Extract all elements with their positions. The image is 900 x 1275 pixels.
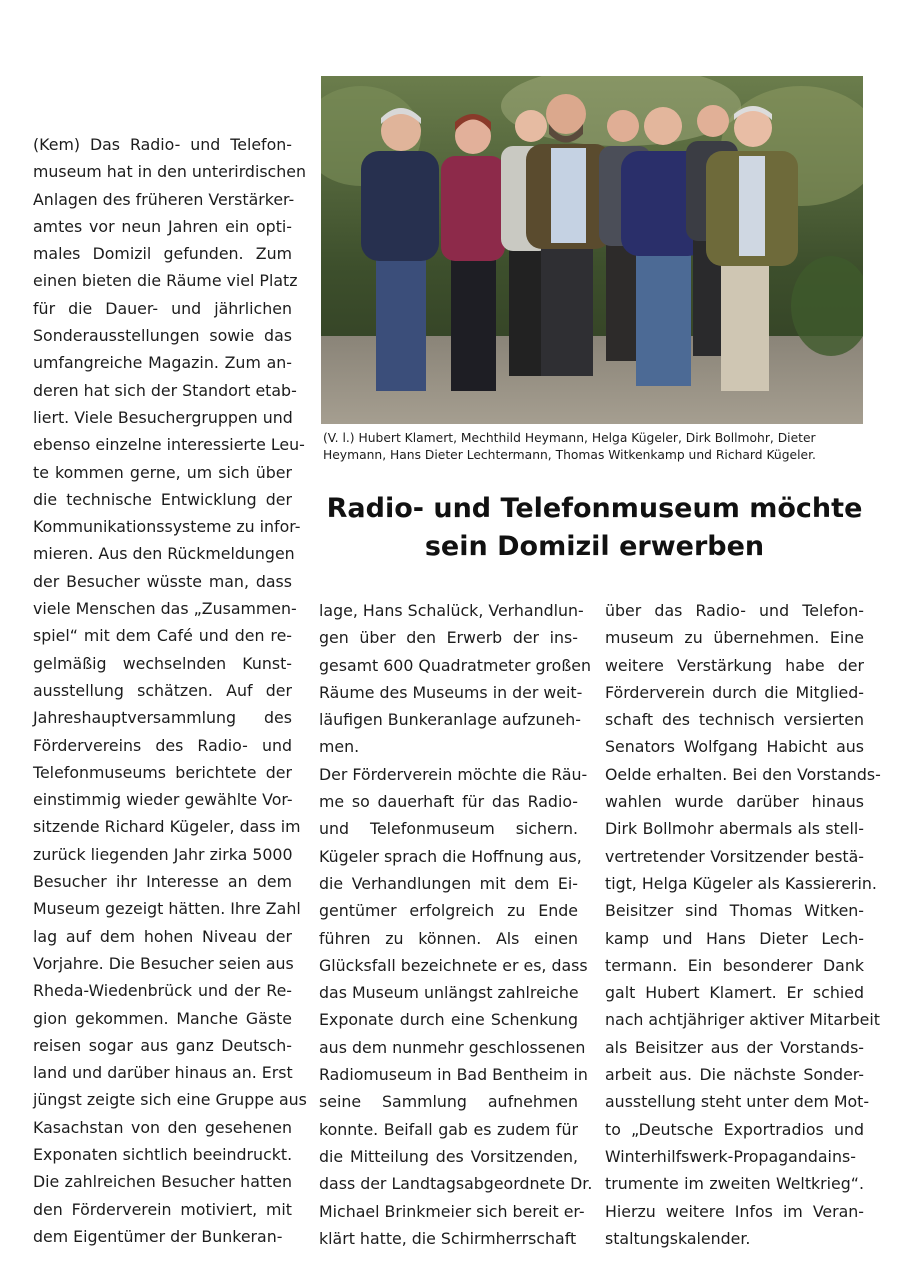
text-line: der Besucher wüsste man, dass [33, 571, 292, 591]
text-line: weitere Verstärkung habe der [605, 655, 864, 675]
text-line: sitzende Richard Kügeler, dass im [33, 817, 301, 837]
text-line: Museum gezeigt hätten. Ihre Zahl [33, 899, 301, 919]
text-line: Radiomuseum in Bad Bentheim in [319, 1065, 588, 1085]
text-line: ausstellung steht unter dem Mot- [605, 1092, 870, 1112]
group-photo-illustration [321, 76, 863, 424]
text-line: dass der Landtagsabgeordnete Dr. [319, 1174, 593, 1194]
text-line: te kommen gerne, um sich über [33, 462, 292, 482]
text-line: (Kem) Das Radio- und Telefon- [33, 135, 292, 154]
text-line: das Museum unlängst zahlreiche [319, 983, 579, 1003]
text-line: aus dem nunmehr geschlossenen [319, 1037, 586, 1057]
text-line: to „Deutsche Exportradios und [605, 1119, 864, 1139]
text-line: Exponaten sichtlich beeindruckt. [33, 1144, 293, 1164]
text-line: Beisitzer sind Thomas Witken- [605, 901, 864, 921]
text-line: Hierzu weitere Infos im Veran- [605, 1201, 864, 1221]
text-line: konnte. Beifall gab es zudem für [319, 1119, 578, 1139]
text-line: ausstellung schätzen. Auf der [33, 680, 292, 700]
text-line: me so dauerhaft für das Radio- [319, 792, 578, 812]
text-line: führen zu können. Als einen [319, 928, 578, 948]
text-line: Dirk Bollmohr abermals als stell- [605, 819, 864, 839]
caption-line: (V. l.) Hubert Klamert, Mechthild Heymann, Helga Kügeler, Dirk Bollmohr, Dieter [323, 431, 816, 445]
text-line: Fördervereins des Radio- und [33, 735, 292, 755]
article-column-2 [319, 597, 593, 1252]
article-column-3 [605, 597, 881, 1252]
text-line: läufigen Bunkeranlage aufzuneh- [319, 710, 581, 730]
photo-caption [323, 430, 883, 464]
text-line: Sonderausstellungen sowie das [33, 326, 292, 346]
text-line: gentümer erfolgreich zu Ende [319, 901, 578, 921]
text-line: Michael Brinkmeier sich bereit er- [319, 1201, 585, 1221]
text-line: Exponate durch eine Schenkung [319, 1010, 578, 1030]
text-line: viele Menschen das „Zusammen- [33, 599, 297, 619]
text-line: arbeit aus. Die nächste Sonder- [605, 1065, 864, 1085]
text-line: nach achtjähriger aktiver Mitarbeit [605, 1010, 880, 1030]
text-line: umfangreiche Magazin. Zum an- [33, 353, 292, 373]
text-line: Jahreshauptversammlung des [33, 708, 292, 728]
text-line: mieren. Aus den Rückmeldungen [33, 544, 295, 564]
article-column-1 [33, 131, 307, 1250]
text-line: gen über den Erwerb der ins- [319, 628, 578, 648]
text-line: über das Radio- und Telefon- [605, 601, 864, 620]
text-line: Glücksfall bezeichnete er es, dass [319, 955, 588, 975]
text-line: Winterhilfswerk-Propagandains- [605, 1146, 856, 1166]
text-line: Kasachstan von den gesehenen [33, 1117, 292, 1137]
text-line: dem Eigentümer der Bunkeran- [33, 1226, 283, 1246]
text-line: males Domizil gefunden. Zum [33, 244, 292, 264]
text-line: gesamt 600 Quadratmeter großen [319, 655, 592, 675]
text-line: museum zu übernehmen. Eine [605, 628, 864, 648]
text-line: land und darüber hinaus an. Erst [33, 1063, 293, 1083]
text-line: einen bieten die Räume viel Platz [33, 271, 298, 291]
text-line: gelmäßig wechselnden Kunst- [33, 653, 292, 673]
text-line: zurück liegenden Jahr zirka 5000 [33, 844, 293, 864]
text-line: für die Dauer- und jährlichen [33, 298, 292, 318]
text-line: schaft des technisch versierten [605, 710, 864, 730]
text-line: wahlen wurde darüber hinaus [605, 792, 864, 812]
text-line: gion gekommen. Manche Gäste [33, 1008, 292, 1028]
text-line: spiel“ mit dem Café und den re- [33, 626, 292, 646]
text-line: Der Förderverein möchte die Räu- [319, 764, 588, 784]
text-line: die Verhandlungen mit dem Ei- [319, 873, 578, 893]
text-line: Räume des Museums in der weit- [319, 682, 583, 702]
text-line: men. [319, 737, 360, 757]
text-line: Senators Wolfgang Habicht aus [605, 737, 864, 757]
text-line: galt Hubert Klamert. Er schied [605, 983, 864, 1003]
text-line: den Förderverein motiviert, mit [33, 1199, 292, 1219]
text-line: Oelde erhalten. Bei den Vorstands- [605, 764, 881, 784]
text-line: einstimmig wieder gewählte Vor- [33, 790, 293, 810]
text-line: Telefonmuseums berichtete der [33, 762, 292, 782]
text-line: trumente im zweiten Weltkrieg“. [605, 1174, 864, 1194]
text-line: deren hat sich der Standort etab- [33, 380, 297, 400]
text-line: tigt, Helga Kügeler als Kassiererin. [605, 873, 877, 893]
text-line: klärt hatte, die Schirmherrschaft [319, 1228, 577, 1248]
text-line: Vorjahre. Die Besucher seien aus [33, 953, 294, 973]
text-line: reisen sogar aus ganz Deutsch- [33, 1035, 292, 1055]
text-line: ebenso einzelne interessierte Leu- [33, 435, 305, 455]
text-line: Besucher ihr Interesse an dem [33, 872, 292, 892]
text-line: die technische Entwicklung der [33, 489, 292, 509]
text-line: die Mitteilung des Vorsitzenden, [319, 1146, 578, 1166]
text-line: Rheda-Wiedenbrück und der Re- [33, 981, 292, 1001]
text-line: kamp und Hans Dieter Lech- [605, 928, 864, 948]
text-line: und Telefonmuseum sichern. [319, 819, 578, 839]
article-headline [322, 490, 867, 566]
text-line: Kommunikationssysteme zu infor- [33, 517, 301, 537]
text-line: Die zahlreichen Besucher hatten [33, 1172, 292, 1192]
text-line: liert. Viele Besuchergruppen und [33, 407, 293, 427]
text-line: Förderverein durch die Mitglied- [605, 682, 864, 702]
headline-line: Radio- und Telefonmuseum möchte [326, 493, 863, 524]
text-line: vertretender Vorsitzender bestä- [605, 846, 864, 866]
text-line: lag auf dem hohen Niveau der [33, 926, 292, 946]
group-photo [321, 76, 863, 424]
text-line: Anlagen des früheren Verstärker- [33, 189, 295, 209]
headline-line: sein Domizil erwerben [424, 531, 765, 562]
text-line: seine Sammlung aufnehmen [319, 1092, 578, 1112]
text-line: lage, Hans Schalück, Verhandlun- [319, 601, 584, 620]
text-line: amtes vor neun Jahren ein opti- [33, 216, 292, 236]
text-line: als Beisitzer aus der Vorstands- [605, 1037, 864, 1057]
text-line: jüngst zeigte sich eine Gruppe aus [33, 1090, 307, 1110]
text-line: staltungskalender. [605, 1228, 751, 1248]
caption-line: Heymann, Hans Dieter Lechtermann, Thomas Witkenkamp und Richard Kügeler. [323, 448, 816, 462]
text-line: museum hat in den unterirdischen [33, 162, 306, 182]
text-line: Kügeler sprach die Hoffnung aus, [319, 846, 582, 866]
text-line: termann. Ein besonderer Dank [605, 955, 864, 975]
